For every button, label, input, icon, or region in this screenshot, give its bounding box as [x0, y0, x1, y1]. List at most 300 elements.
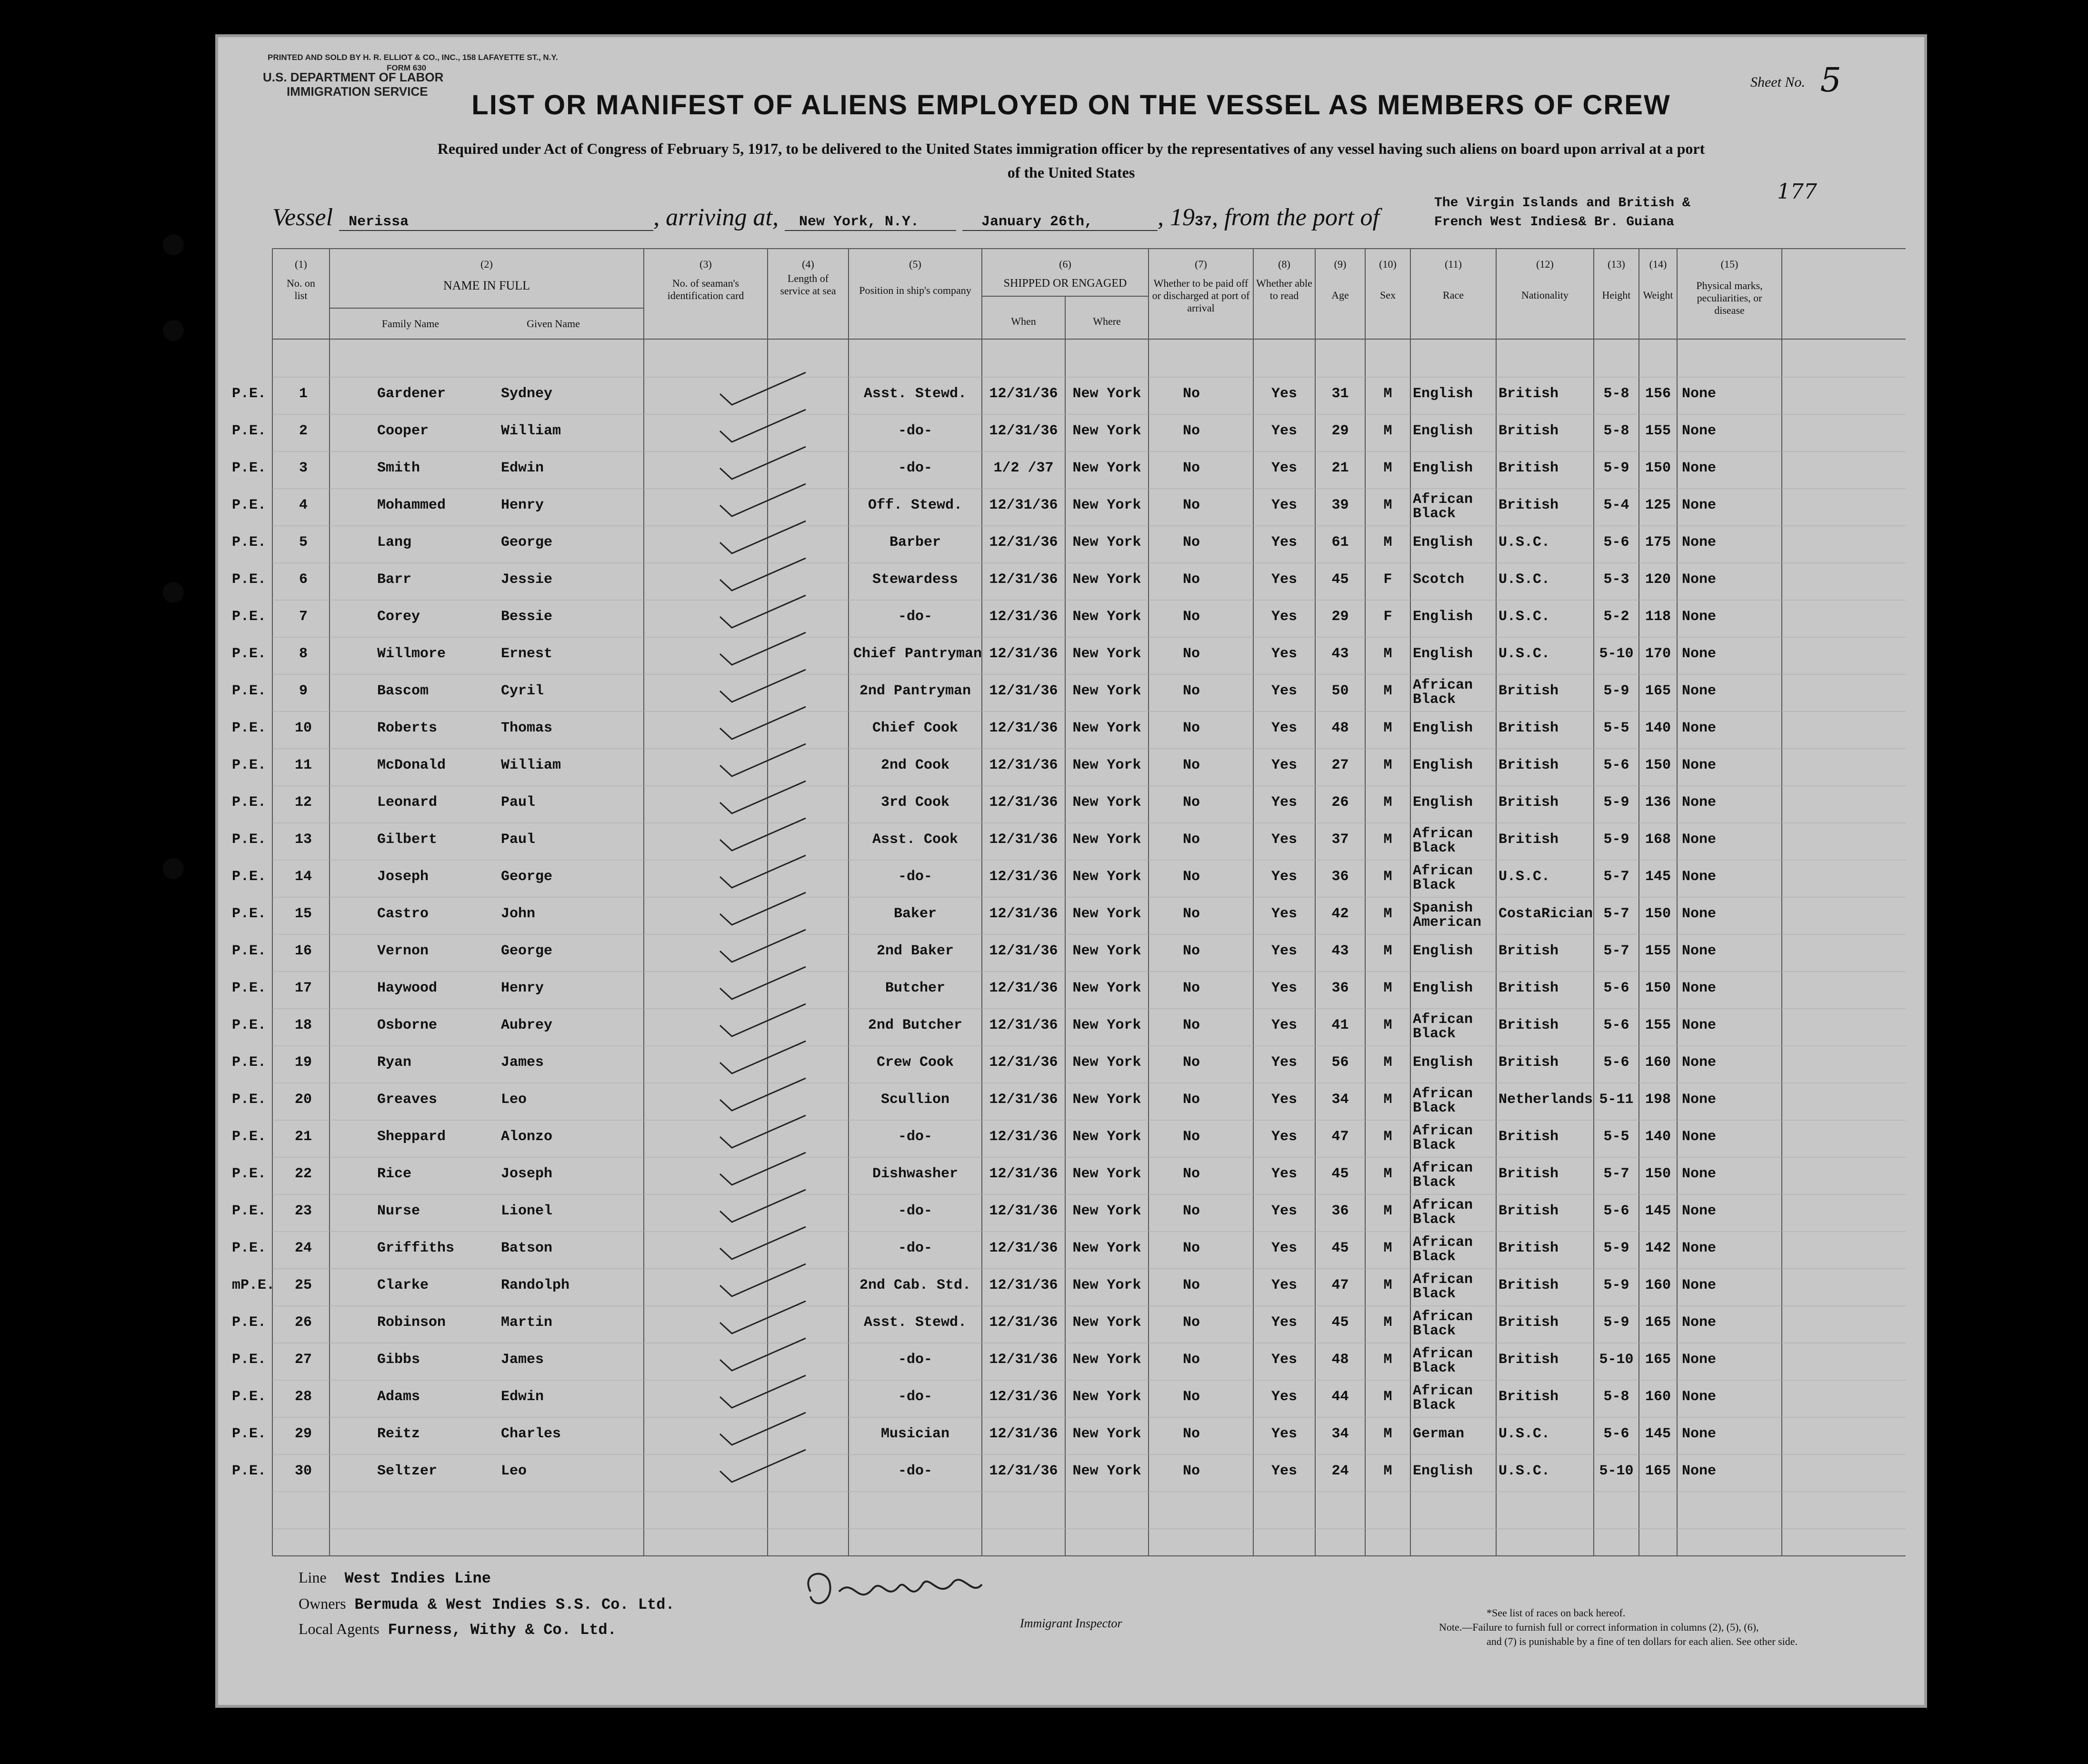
physical-marks: None — [1682, 1277, 1717, 1293]
able-read: Yes — [1271, 1389, 1297, 1405]
footer-note — [1439, 1606, 1798, 1649]
height: 5-6 — [1603, 1203, 1629, 1219]
given-name: Joseph — [501, 1166, 553, 1182]
able-read: Yes — [1271, 1352, 1297, 1368]
sex: M — [1383, 720, 1392, 736]
physical-marks: None — [1682, 1426, 1717, 1442]
header-length-service: Length of service at sea — [780, 272, 836, 297]
weight: 150 — [1645, 980, 1671, 996]
age: 34 — [1331, 1092, 1349, 1108]
binder-hole — [163, 320, 184, 341]
family-name: Nurse — [377, 1203, 420, 1219]
given-name: Paul — [501, 794, 536, 811]
row-mark: P.E. — [232, 1054, 267, 1071]
note-line: Note.—Failure to furnish full or correct information in columns (2), (5), (6), — [1439, 1621, 1759, 1633]
shipped-where: New York — [1072, 1203, 1141, 1219]
nationality: British — [1499, 423, 1559, 439]
nationality: British — [1499, 1203, 1559, 1219]
able-read: Yes — [1271, 497, 1297, 513]
paid-off: No — [1182, 1092, 1200, 1108]
weight: 155 — [1645, 423, 1671, 439]
header-given-name: Given Name — [527, 318, 580, 330]
shipped-when: 12/31/36 — [989, 423, 1058, 439]
table-row — [215, 424, 1927, 461]
sheet-label: Sheet No. — [1750, 74, 1805, 90]
height: 5-8 — [1603, 1389, 1629, 1405]
shipped-where: New York — [1072, 1463, 1141, 1479]
check-mark-icon — [710, 813, 810, 856]
race: African Black — [1413, 1346, 1473, 1376]
family-name: Robinson — [377, 1314, 446, 1331]
given-name: Martin — [501, 1314, 553, 1331]
shipped-when: 12/31/36 — [989, 386, 1058, 402]
shipped-where: New York — [1072, 423, 1141, 439]
subtitle-line: of the United States — [1007, 164, 1135, 181]
shipped-when: 12/31/36 — [989, 832, 1058, 848]
race: English — [1413, 794, 1473, 811]
sex: M — [1383, 1352, 1392, 1368]
height: 5-6 — [1603, 1017, 1629, 1033]
able-read: Yes — [1271, 1314, 1297, 1331]
shipped-when: 12/31/36 — [989, 1240, 1058, 1256]
weight: 165 — [1645, 1352, 1671, 1368]
age: 43 — [1331, 943, 1349, 959]
weight: 140 — [1645, 1129, 1671, 1145]
race: African Black — [1413, 826, 1473, 856]
sex: M — [1383, 1166, 1392, 1182]
shipped-when: 12/31/36 — [989, 571, 1058, 588]
table-row — [215, 535, 1927, 572]
sex: M — [1383, 534, 1392, 551]
sex: M — [1383, 906, 1392, 922]
position: Asst. Stewd. — [863, 1314, 967, 1331]
race: African Black — [1413, 1123, 1473, 1153]
physical-marks: None — [1682, 1129, 1717, 1145]
paid-off: No — [1182, 497, 1200, 513]
agents-label: Local Agents — [299, 1620, 380, 1637]
paid-off: No — [1182, 720, 1200, 736]
row-mark: P.E. — [232, 1092, 267, 1108]
row-number: 11 — [294, 757, 312, 773]
shipped-when: 12/31/36 — [989, 1352, 1058, 1368]
row-mark: P.E. — [232, 1166, 267, 1182]
physical-marks: None — [1682, 1203, 1717, 1219]
position: -do- — [898, 423, 932, 439]
age: 45 — [1331, 1166, 1349, 1182]
height: 5-2 — [1603, 609, 1629, 625]
row-mark: P.E. — [232, 609, 267, 625]
given-name: George — [501, 943, 553, 959]
row-mark: P.E. — [232, 386, 267, 402]
physical-marks: None — [1682, 1092, 1717, 1108]
table-row — [215, 572, 1927, 610]
given-name: Cyril — [501, 683, 544, 699]
able-read: Yes — [1271, 423, 1297, 439]
family-name: Vernon — [377, 943, 429, 959]
header-nationality: Nationality — [1521, 289, 1568, 301]
table-row — [215, 1086, 1927, 1130]
row-number: 2 — [299, 423, 308, 439]
shipped-where: New York — [1072, 1129, 1141, 1145]
race: English — [1413, 460, 1473, 476]
table-row — [215, 1383, 1927, 1427]
check-mark-icon — [710, 628, 810, 671]
paid-off: No — [1182, 423, 1200, 439]
paid-off: No — [1182, 1389, 1200, 1405]
table-row — [215, 387, 1927, 424]
position: Chief Cook — [872, 720, 959, 736]
shipped-when: 12/31/36 — [989, 1017, 1058, 1033]
row-number: 20 — [294, 1092, 312, 1108]
row-number: 14 — [294, 869, 312, 885]
given-name: Randolph — [501, 1277, 570, 1293]
able-read: Yes — [1271, 980, 1297, 996]
weight: 145 — [1645, 1203, 1671, 1219]
nationality: U.S.C. — [1499, 869, 1550, 885]
row-number: 27 — [294, 1352, 312, 1368]
table-row — [215, 1427, 1927, 1464]
position: -do- — [898, 869, 932, 885]
table-row — [215, 647, 1927, 684]
given-name: Ernest — [501, 646, 553, 662]
physical-marks: None — [1682, 571, 1717, 588]
weight: 120 — [1645, 571, 1671, 588]
row-mark: P.E. — [232, 794, 267, 811]
shipped-where: New York — [1072, 683, 1141, 699]
subtitle-line: Required under Act of Congress of February 5, 1917, to be delivered to the United States immigration officer by the representatives of any vessel having such aliens on board upon arrival at a port — [437, 140, 1705, 157]
height: 5-8 — [1603, 386, 1629, 402]
row-mark: P.E. — [232, 943, 267, 959]
year-suffix: 37 — [1195, 214, 1212, 230]
age: 45 — [1331, 1240, 1349, 1256]
family-name: Willmore — [377, 646, 446, 662]
shipped-when: 12/31/36 — [989, 609, 1058, 625]
family-name: Reitz — [377, 1426, 420, 1442]
able-read: Yes — [1271, 1426, 1297, 1442]
row-mark: P.E. — [232, 571, 267, 588]
row-number: 15 — [294, 906, 312, 922]
row-mark: P.E. — [232, 460, 267, 476]
row-number: 24 — [294, 1240, 312, 1256]
physical-marks: None — [1682, 869, 1717, 885]
age: 43 — [1331, 646, 1349, 662]
position: 2nd Baker — [876, 943, 954, 959]
row-mark: P.E. — [232, 1463, 267, 1479]
check-mark-icon — [710, 442, 810, 485]
owners-value: Bermuda & West Indies S.S. Co. Ltd. — [354, 1596, 675, 1614]
row-number: 8 — [299, 646, 308, 662]
check-mark-icon — [710, 739, 810, 782]
physical-marks: None — [1682, 1463, 1717, 1479]
given-name: Edwin — [501, 1389, 544, 1405]
shipped-when: 12/31/36 — [989, 1426, 1058, 1442]
nationality: U.S.C. — [1499, 1426, 1550, 1442]
family-name: Cooper — [377, 423, 429, 439]
header-sex: Sex — [1380, 289, 1396, 301]
shipped-where: New York — [1072, 646, 1141, 662]
inspector-signature — [796, 1563, 987, 1615]
race: African Black — [1413, 1234, 1473, 1265]
position: Off. Stewd. — [868, 497, 963, 513]
table-row — [215, 1055, 1927, 1092]
nationality: British — [1499, 460, 1559, 476]
physical-marks: None — [1682, 460, 1717, 476]
weight: 175 — [1645, 534, 1671, 551]
paid-off: No — [1182, 794, 1200, 811]
check-mark-icon — [710, 999, 810, 1042]
row-number: 29 — [294, 1426, 312, 1442]
check-mark-icon — [710, 1259, 810, 1302]
family-name: Rice — [377, 1166, 412, 1182]
header-seaman-card: No. of seaman's identification card — [667, 277, 744, 301]
height: 5-7 — [1603, 869, 1629, 885]
height: 5-7 — [1603, 906, 1629, 922]
age: 45 — [1331, 1314, 1349, 1331]
height: 5-9 — [1603, 683, 1629, 699]
arriving-label: , arriving at, — [653, 204, 779, 231]
sex: M — [1383, 943, 1392, 959]
row-number: 21 — [294, 1129, 312, 1145]
check-mark-icon — [710, 888, 810, 931]
header-family-name: Family Name — [381, 318, 440, 330]
shipped-where: New York — [1072, 1426, 1141, 1442]
given-name: Charles — [501, 1426, 561, 1442]
row-number: 17 — [294, 980, 312, 996]
race: English — [1413, 980, 1473, 996]
shipped-where: New York — [1072, 460, 1141, 476]
header-able-read: Whether able to read — [1256, 277, 1312, 301]
nationality: British — [1499, 832, 1559, 848]
sex: M — [1383, 646, 1392, 662]
sex: M — [1383, 683, 1392, 699]
physical-marks: None — [1682, 1389, 1717, 1405]
position: 2nd Butcher — [868, 1017, 963, 1033]
sex: M — [1383, 460, 1392, 476]
given-name: John — [501, 906, 536, 922]
paid-off: No — [1182, 1426, 1200, 1442]
row-mark: P.E. — [232, 1129, 267, 1145]
age: 48 — [1331, 1352, 1349, 1368]
race: African Black — [1413, 1309, 1473, 1339]
age: 29 — [1331, 423, 1349, 439]
race: African Black — [1413, 491, 1473, 522]
header-height: Height — [1602, 289, 1631, 301]
sex: M — [1383, 1314, 1392, 1331]
column-number: (9) — [1334, 258, 1347, 270]
shipped-when: 12/31/36 — [989, 497, 1058, 513]
paid-off: No — [1182, 943, 1200, 959]
row-mark: P.E. — [232, 1314, 267, 1331]
column-number: (2) — [480, 258, 493, 270]
able-read: Yes — [1271, 683, 1297, 699]
height: 5-4 — [1603, 497, 1629, 513]
row-number: 25 — [294, 1277, 312, 1293]
able-read: Yes — [1271, 906, 1297, 922]
race: English — [1413, 609, 1473, 625]
shipped-when: 12/31/36 — [989, 794, 1058, 811]
shipped-when: 12/31/36 — [989, 1277, 1058, 1293]
check-mark-icon — [710, 479, 810, 522]
paid-off: No — [1182, 1017, 1200, 1033]
column-number: (13) — [1608, 258, 1625, 270]
check-mark-icon — [710, 1296, 810, 1339]
family-name: Roberts — [377, 720, 438, 736]
age: 21 — [1331, 460, 1349, 476]
check-mark-icon — [710, 1408, 810, 1451]
check-mark-icon — [710, 405, 810, 448]
shipped-where: New York — [1072, 1017, 1141, 1033]
position: Dishwasher — [872, 1166, 959, 1182]
position: -do- — [898, 460, 932, 476]
able-read: Yes — [1271, 1240, 1297, 1256]
row-number: 6 — [299, 571, 308, 588]
shipped-when: 12/31/36 — [989, 720, 1058, 736]
line-field — [299, 1569, 491, 1587]
shipped-when: 1/2 /37 — [993, 460, 1054, 476]
race: English — [1413, 1054, 1473, 1071]
race: English — [1413, 646, 1473, 662]
paid-off: No — [1182, 386, 1200, 402]
weight: 168 — [1645, 832, 1671, 848]
position: -do- — [898, 1203, 932, 1219]
physical-marks: None — [1682, 757, 1717, 773]
shipped-where: New York — [1072, 794, 1141, 811]
check-mark-icon — [710, 1111, 810, 1153]
shipped-when: 12/31/36 — [989, 1314, 1058, 1331]
sex: M — [1383, 1389, 1392, 1405]
height: 5-10 — [1599, 1463, 1634, 1479]
line-label: Line — [299, 1569, 327, 1586]
nationality: U.S.C. — [1499, 646, 1550, 662]
age: 24 — [1331, 1463, 1349, 1479]
physical-marks: None — [1682, 720, 1717, 736]
family-name: Griffiths — [377, 1240, 455, 1256]
sex: M — [1383, 386, 1392, 402]
given-name: Leo — [501, 1463, 527, 1479]
able-read: Yes — [1271, 1166, 1297, 1182]
nationality: British — [1499, 980, 1559, 996]
given-name: William — [501, 757, 561, 773]
able-read: Yes — [1271, 534, 1297, 551]
nationality: U.S.C. — [1499, 1463, 1550, 1479]
row-mark: mP.E. — [232, 1277, 275, 1293]
row-number: 3 — [299, 460, 308, 476]
paid-off: No — [1182, 460, 1200, 476]
shipped-where: New York — [1072, 571, 1141, 588]
nationality: British — [1499, 683, 1559, 699]
row-mark: P.E. — [232, 869, 267, 885]
row-number: 7 — [299, 609, 308, 625]
column-number: (7) — [1195, 258, 1207, 270]
row-number: 28 — [294, 1389, 312, 1405]
race: African Black — [1413, 863, 1473, 893]
header-paid-off: Whether to be paid off or discharged at port of arrival — [1152, 277, 1250, 314]
binder-hole — [163, 582, 184, 603]
nationality: British — [1499, 1054, 1559, 1071]
shipped-where: New York — [1072, 720, 1141, 736]
shipped-where: New York — [1072, 534, 1141, 551]
weight: 150 — [1645, 1166, 1671, 1182]
physical-marks: None — [1682, 423, 1717, 439]
able-read: Yes — [1271, 646, 1297, 662]
position: -do- — [898, 1129, 932, 1145]
position: Chief Pantryman — [853, 646, 982, 662]
page-title: LIST OR MANIFEST OF ALIENS EMPLOYED ON THE VESSEL AS MEMBERS OF CREW — [471, 90, 1671, 120]
nationality: British — [1499, 1017, 1559, 1033]
weight: 142 — [1645, 1240, 1671, 1256]
row-mark: P.E. — [232, 497, 267, 513]
family-name: Barr — [377, 571, 412, 588]
nationality: British — [1499, 1277, 1559, 1293]
sex: M — [1383, 1054, 1392, 1071]
age: 39 — [1331, 497, 1349, 513]
shipped-when: 12/31/36 — [989, 1054, 1058, 1071]
height: 5-6 — [1603, 1426, 1629, 1442]
able-read: Yes — [1271, 1463, 1297, 1479]
family-name: Joseph — [377, 869, 429, 885]
height: 5-10 — [1599, 646, 1634, 662]
header-position: Position in ship's company — [859, 284, 971, 296]
shipped-where: New York — [1072, 1166, 1141, 1182]
weight: 145 — [1645, 1426, 1671, 1442]
sex: M — [1383, 1129, 1392, 1145]
given-name: James — [501, 1352, 544, 1368]
check-mark-icon — [710, 1222, 810, 1265]
given-name: Jessie — [501, 571, 553, 588]
department-name: U.S. DEPARTMENT OF LABOR — [263, 70, 444, 84]
table-row — [215, 944, 1927, 981]
family-name: Greaves — [377, 1092, 438, 1108]
column-number: (14) — [1649, 258, 1667, 270]
age: 26 — [1331, 794, 1349, 811]
row-number: 5 — [299, 534, 308, 551]
table-row — [215, 981, 1927, 1018]
row-number: 12 — [294, 794, 312, 811]
age: 50 — [1331, 683, 1349, 699]
height: 5-9 — [1603, 832, 1629, 848]
weight: 160 — [1645, 1277, 1671, 1293]
weight: 125 — [1645, 497, 1671, 513]
position: Barber — [889, 534, 941, 551]
shipped-when: 12/31/36 — [989, 1092, 1058, 1108]
paid-off: No — [1182, 757, 1200, 773]
able-read: Yes — [1271, 1277, 1297, 1293]
table-row — [215, 1123, 1927, 1167]
shipped-when: 12/31/36 — [989, 646, 1058, 662]
nationality: British — [1499, 943, 1559, 959]
agents-field — [299, 1620, 617, 1639]
row-mark: P.E. — [232, 1203, 267, 1219]
given-name: Sydney — [501, 386, 553, 402]
race: African Black — [1413, 1160, 1473, 1191]
shipped-when: 12/31/36 — [989, 1203, 1058, 1219]
sex: M — [1383, 497, 1392, 513]
shipped-when: 12/31/36 — [989, 683, 1058, 699]
able-read: Yes — [1271, 571, 1297, 588]
weight: 198 — [1645, 1092, 1671, 1108]
family-name: Bascom — [377, 683, 429, 699]
age: 36 — [1331, 1203, 1349, 1219]
vessel-name: Nerissa — [339, 214, 653, 231]
height: 5-9 — [1603, 460, 1629, 476]
family-name: Ryan — [377, 1054, 412, 1071]
age: 48 — [1331, 720, 1349, 736]
able-read: Yes — [1271, 1203, 1297, 1219]
race: African Black — [1413, 677, 1473, 708]
physical-marks: None — [1682, 1314, 1717, 1331]
table-row — [215, 1272, 1927, 1315]
header-name-in-full: NAME IN FULL — [443, 279, 530, 292]
